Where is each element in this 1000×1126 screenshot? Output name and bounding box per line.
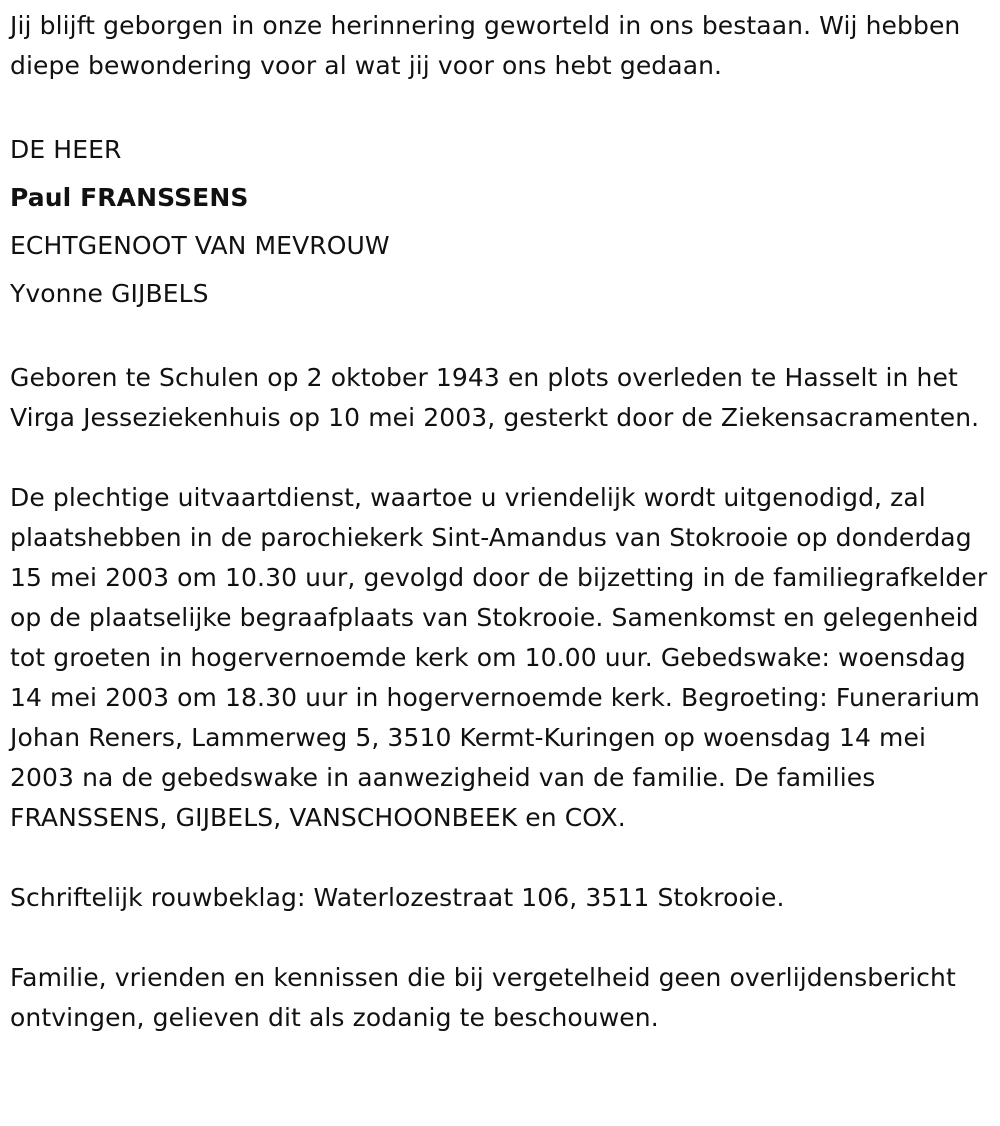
- spacer: [10, 438, 995, 478]
- spacer: [10, 86, 995, 126]
- honorific-title: DE HEER: [10, 135, 122, 164]
- birth-death-paragraph: Geboren te Schulen op 2 oktober 1943 en plots overleden te Hasselt in het Virga Jesseziekenhuis op 10 mei 2003, gesterkt door de Ziekensacramenten.: [10, 363, 980, 432]
- obituary-notice: [10, 6, 995, 1038]
- condolences-address: Schriftelijk rouwbeklag: Waterlozestraat 106, 3511 Stokrooie.: [10, 883, 785, 912]
- spacer: [10, 838, 995, 878]
- funeral-paragraph: De plechtige uitvaartdienst, waartoe u vriendelijk wordt uitgenodigd, zal plaatshebben in de parochiekerk Sint-Amandus van Stokrooie op donderdag 15 mei 2003 om 10.30 uur, gevolgd door de bijzetting in de familiegrafkelder op de plaatselijke begraafplaats van Stokrooie. Samenkomst en gelegenheid tot groeten in hogervernoemde kerk om 10.00 uur. Gebedswake: woensdag 14 mei 2003 om 18.30 uur in hogervernoemde kerk. Begroeting: Funerarium Johan Reners, Lammerweg 5, 3510 Kermt-Kuringen op woensdag 14 mei 2003 na de gebedswake in aanwezigheid van de familie. De families FRANSSENS, GIJBELS, VANSCHOONBEEK en COX.: [10, 483, 988, 832]
- spouse-name: Yvonne GIJBELS: [10, 279, 209, 308]
- spacer: [10, 318, 995, 358]
- intro-paragraph: Jij blijft geborgen in onze herinnering geworteld in ons bestaan. Wij hebben diepe bewondering voor al wat jij voor ons hebt gedaan.: [10, 11, 961, 80]
- deceased-name: Paul FRANSSENS: [10, 183, 249, 212]
- spouse-label: ECHTGENOOT VAN MEVROUW: [10, 231, 390, 260]
- spacer: [10, 918, 995, 958]
- closing-paragraph: Familie, vrienden en kennissen die bij vergetelheid geen overlijdensbericht ontvingen, gelieven dit als zodanig te beschouwen.: [10, 963, 956, 1032]
